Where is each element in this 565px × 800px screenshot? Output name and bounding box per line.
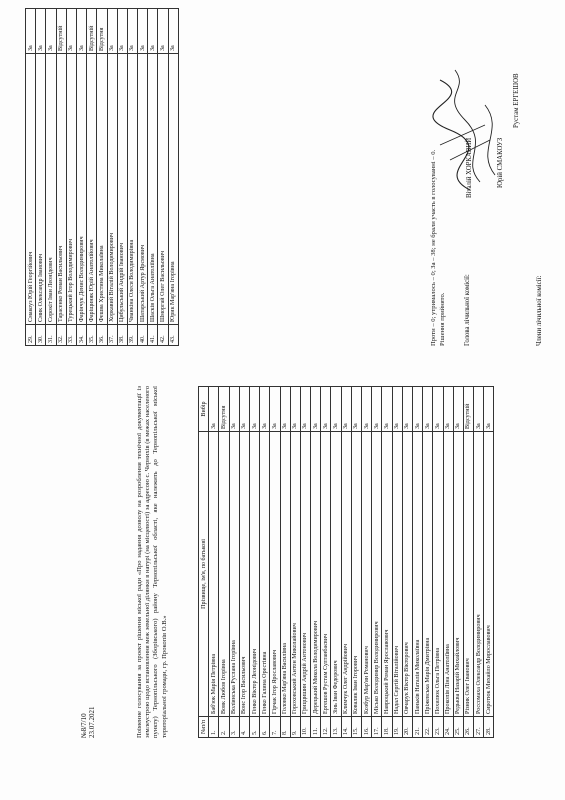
- table-row: [46, 9, 56, 346]
- row-name: Смакоуз Юрій Георгійович: [26, 54, 36, 325]
- row-vote: За: [290, 387, 300, 432]
- row-number: 12.: [321, 717, 331, 738]
- table-row: [412, 387, 422, 738]
- document-date: 23.07.2021: [88, 706, 96, 738]
- table-row: [158, 9, 168, 346]
- row-name: Вонс Ігор Васильович: [239, 432, 249, 717]
- table-row: [270, 387, 280, 738]
- row-vote: За: [148, 9, 158, 54]
- row-vote: За: [351, 387, 361, 432]
- table-row: [453, 387, 463, 738]
- row-name: Гриццишин Андрій Антонович: [300, 432, 310, 717]
- header-name: Прізвище, ім'я, по батькові: [199, 432, 209, 717]
- chair-label: Голова лічильної комісії:: [464, 274, 471, 346]
- row-number: 15.: [351, 717, 361, 738]
- row-name: Ергешов Рустам Султанбаєвич: [321, 432, 331, 717]
- row-vote: За: [239, 387, 249, 432]
- row-name: Ковалик Іван Ігорович: [351, 432, 361, 717]
- member1-name: Юрій СМАКОУЗ: [497, 137, 504, 188]
- row-number: 29.: [26, 325, 36, 346]
- row-name: Головко Мар'яна Василівна: [280, 432, 290, 717]
- row-name: Фаріщиняк Юрій Анатолійович: [87, 54, 97, 325]
- table-row: [433, 387, 443, 738]
- table-row: [239, 387, 249, 738]
- header-number: №п/п: [199, 717, 209, 738]
- row-vote: За: [484, 387, 494, 432]
- row-vote: За: [117, 9, 127, 54]
- row-vote: За: [443, 387, 453, 432]
- row-vote: За: [36, 9, 46, 54]
- table-row: [36, 9, 46, 346]
- row-number: 37.: [107, 325, 117, 346]
- row-number: 43.: [168, 325, 178, 346]
- table-row: [443, 387, 453, 738]
- voting-intro-text: Поіменне голосування за проект рішення міської ради «Про надання дозволу на розроблення технічної документації із землеустрою щодо встановлення меж земельної ділянки в натурі (на місцевості) за адресою с. Чернихів (в межах населеного пункту) Тернопільського (Зборівського) району Тернопільської області, яке належить до Тернопільської міської територіальної громади, гр. Прокопів О.В.»: [136, 386, 168, 738]
- row-vote: За: [402, 387, 412, 432]
- row-vote: За: [260, 387, 270, 432]
- table-row: [484, 387, 494, 738]
- header-vote: Вибір: [199, 387, 209, 432]
- row-number: 33.: [66, 325, 76, 346]
- row-name: Зінь Іван Федорович: [331, 432, 341, 717]
- row-name: Фешва Христина Миколаївна: [97, 54, 107, 325]
- row-name: Редьква Назарій Михайлович: [453, 432, 463, 717]
- table-row: [117, 9, 127, 346]
- row-number: 41.: [148, 325, 158, 346]
- row-vote: За: [209, 387, 219, 432]
- row-vote: Відсутній: [463, 387, 473, 432]
- table-row: [168, 9, 178, 346]
- row-number: 32.: [56, 325, 66, 346]
- row-name: Хоркавий Віталій Володимирович: [107, 54, 117, 325]
- table-row: [148, 9, 158, 346]
- voting-table-1: [198, 386, 494, 738]
- row-name: Россомаха Олександр Володимирович: [474, 432, 484, 717]
- row-name: Надал Сергій Віталійович: [392, 432, 402, 717]
- row-name: Паньків Наталія Миколаївна: [412, 432, 422, 717]
- row-name: Шморгай Олег Васильович: [158, 54, 168, 325]
- row-number: 2.: [219, 717, 229, 738]
- table-row: [26, 9, 36, 346]
- row-number: 13.: [331, 717, 341, 738]
- row-name: Місько Володимир Володимирович: [372, 432, 382, 717]
- row-number: 19.: [392, 717, 402, 738]
- members-label: Члени лічильної комісії:: [536, 275, 543, 346]
- row-vote: За: [168, 9, 178, 54]
- row-number: 7.: [270, 717, 280, 738]
- row-number: 24.: [443, 717, 453, 738]
- row-vote: За: [280, 387, 290, 432]
- row-name: Сиротюк Михайло Мирославович: [484, 432, 494, 717]
- row-name: Вовк Любов Ігорівна: [219, 432, 229, 717]
- row-vote: За: [66, 9, 76, 54]
- chair-name: Віталій ХОРКАВИЙ: [466, 137, 473, 198]
- row-number: 35.: [87, 325, 97, 346]
- table-row: [56, 9, 66, 346]
- row-name: Овчарук Віктор Вікторович: [402, 432, 412, 717]
- row-name: Прокопів Ліна Анатоліївна: [443, 432, 453, 717]
- row-vote: За: [433, 387, 443, 432]
- table-row: [209, 387, 219, 738]
- row-name: Тарасенко Роман Васильович: [56, 54, 66, 325]
- row-number: 34.: [76, 325, 86, 346]
- row-vote: За: [392, 387, 402, 432]
- row-number: 23.: [433, 717, 443, 738]
- row-name: Гороховський Антон Миколайович: [290, 432, 300, 717]
- row-name: Воліянська Руслана Ігорівна: [229, 432, 239, 717]
- table-row: [229, 387, 239, 738]
- row-vote: За: [341, 387, 351, 432]
- table-row: [392, 387, 402, 738]
- table-row: [321, 387, 331, 738]
- table-row: [331, 387, 341, 738]
- row-number: 8.: [280, 717, 290, 738]
- document-number: №8/7/10: [80, 713, 88, 738]
- table-row: [66, 9, 76, 346]
- row-vote: За: [362, 387, 372, 432]
- table-row: [260, 387, 270, 738]
- row-number: 38.: [117, 325, 127, 346]
- row-number: 22.: [423, 717, 433, 738]
- table-row: [127, 9, 137, 346]
- row-name: Баб'юк Марія Петрівна: [209, 432, 219, 717]
- table-row: [97, 9, 107, 346]
- row-number: 25.: [453, 717, 463, 738]
- row-number: 5.: [249, 717, 259, 738]
- row-vote: За: [331, 387, 341, 432]
- row-number: 14.: [341, 717, 351, 738]
- row-number: 11.: [311, 717, 321, 738]
- table-row: [138, 9, 148, 346]
- row-number: 16.: [362, 717, 372, 738]
- row-name: Козбур Мар'ян Романович: [362, 432, 372, 717]
- member2-name: Рустам ЕРГЕШОВ: [513, 73, 520, 128]
- row-vote: За: [46, 9, 56, 54]
- table-row: [219, 387, 229, 738]
- row-vote: За: [249, 387, 259, 432]
- row-vote: За: [321, 387, 331, 432]
- table-row: [382, 387, 392, 738]
- row-vote: За: [372, 387, 382, 432]
- row-name: Похилюк Ольга Петрівна: [433, 432, 443, 717]
- row-name: Генко Віктор Леонідович: [249, 432, 259, 717]
- row-name: Навроцький Роман Ярославович: [382, 432, 392, 717]
- row-number: 1.: [209, 717, 219, 738]
- row-number: 36.: [97, 325, 107, 346]
- row-name: Юрик Мар'яна Ігорівна: [168, 54, 178, 325]
- row-number: 10.: [300, 717, 310, 738]
- row-vote: За: [26, 9, 36, 54]
- table-row: [351, 387, 361, 738]
- table-row: [362, 387, 372, 738]
- row-name: Чванкіна Олеся Володимирівна: [127, 54, 137, 325]
- row-number: 26.: [463, 717, 473, 738]
- row-vote: За: [229, 387, 239, 432]
- row-number: 21.: [412, 717, 422, 738]
- voting-table-2: [25, 8, 179, 346]
- row-name: Смик Олександр Іванович: [36, 54, 46, 325]
- table-row: [423, 387, 433, 738]
- row-number: 20.: [402, 717, 412, 738]
- row-name: Гірчак Ігор Ярославович: [270, 432, 280, 717]
- row-vote: Відсутня: [219, 387, 229, 432]
- row-number: 42.: [158, 325, 168, 346]
- table-row: [280, 387, 290, 738]
- row-name: Климчук Олег Андрійович: [341, 432, 351, 717]
- row-vote: За: [158, 9, 168, 54]
- row-vote: За: [300, 387, 310, 432]
- table-row: [87, 9, 97, 346]
- row-vote: За: [107, 9, 117, 54]
- row-vote: За: [127, 9, 137, 54]
- table-row: [474, 387, 484, 738]
- row-vote: За: [474, 387, 484, 432]
- row-name: Пріжевська Марія Дмитрівна: [423, 432, 433, 717]
- table-header-row: [199, 387, 209, 738]
- row-vote: За: [453, 387, 463, 432]
- row-number: 27.: [474, 717, 484, 738]
- row-name: Сорокіт Іван Леонідович: [46, 54, 56, 325]
- row-number: 6.: [260, 717, 270, 738]
- row-name: Дерецький Микола Володимирович: [311, 432, 321, 717]
- row-vote: За: [311, 387, 321, 432]
- row-number: 39.: [127, 325, 137, 346]
- table-row: [76, 9, 86, 346]
- row-vote: За: [423, 387, 433, 432]
- row-number: 18.: [382, 717, 392, 738]
- row-vote: За: [76, 9, 86, 54]
- row-number: 3.: [229, 717, 239, 738]
- table-row: [341, 387, 351, 738]
- row-vote: Відсутня: [97, 9, 107, 54]
- table-row: [463, 387, 473, 738]
- row-number: 31.: [46, 325, 56, 346]
- row-name: Шатарський Артур Ярємович: [138, 54, 148, 325]
- row-number: 30.: [36, 325, 46, 346]
- row-name: Турецький Ігор Володимирович: [66, 54, 76, 325]
- table-row: [249, 387, 259, 738]
- row-name: Генко Галина Орестівна: [260, 432, 270, 717]
- row-vote: За: [412, 387, 422, 432]
- table-row: [300, 387, 310, 738]
- row-vote: За: [382, 387, 392, 432]
- table-row: [107, 9, 117, 346]
- row-name: Фарінчук Денис Володимирович: [76, 54, 86, 325]
- table-row: [372, 387, 382, 738]
- row-number: 4.: [239, 717, 249, 738]
- row-name: Цибульський Андрій Іванович: [117, 54, 127, 325]
- row-name: Різник Олег Іванович: [463, 432, 473, 717]
- row-number: 40.: [138, 325, 148, 346]
- row-vote: Відсутній: [87, 9, 97, 54]
- table-row: [290, 387, 300, 738]
- table-row: [311, 387, 321, 738]
- row-vote: Відсутній: [56, 9, 66, 54]
- row-number: 17.: [372, 717, 382, 738]
- row-name: Шасків Ольга Анатоліївна: [148, 54, 158, 325]
- table-row: [402, 387, 412, 738]
- row-vote: За: [270, 387, 280, 432]
- row-vote: За: [138, 9, 148, 54]
- row-number: 9.: [290, 717, 300, 738]
- row-number: 28.: [484, 717, 494, 738]
- result-decision: Рішення прийнято.: [438, 292, 446, 346]
- result-counts: Проти – 0; утрималось – 0; За – 38; не брали участь в голосуванні – 0.: [430, 149, 437, 346]
